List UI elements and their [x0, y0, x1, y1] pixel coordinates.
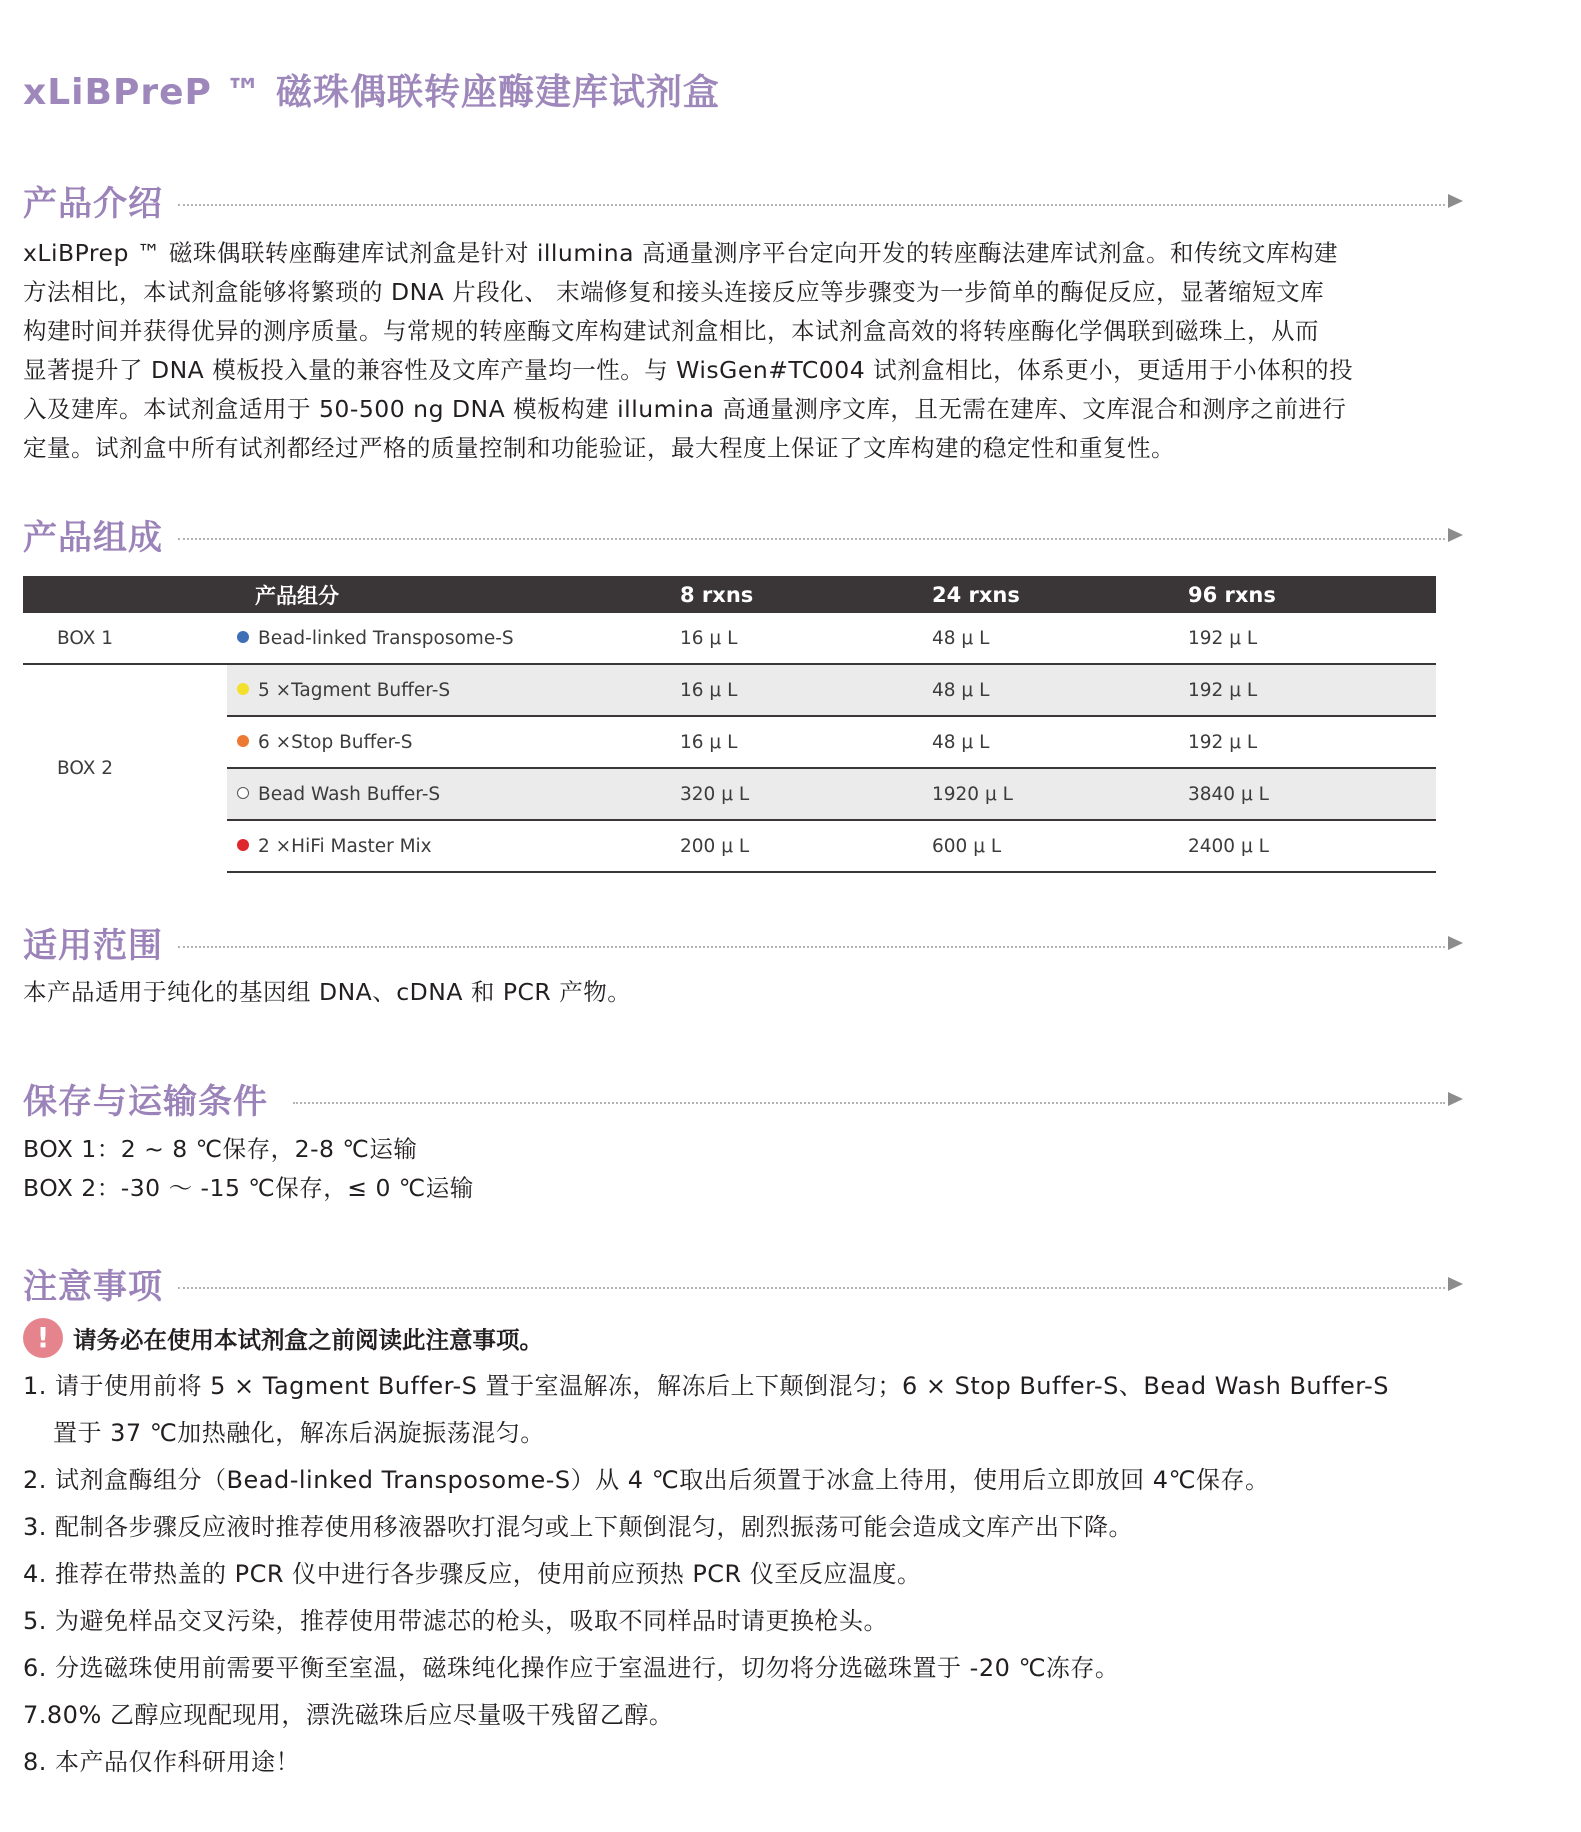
note-item: 5. 为避免样品交叉污染，推荐使用带滤芯的枪头，吸取不同样品时请更换枪头。: [23, 1607, 889, 1635]
note-item: 2. 试剂盒酶组分（Bead-linked Transposome-S）从 4 ℃取出后须置于冰盒上待用，使用后立即放回 4℃保存。: [23, 1466, 1270, 1494]
paragraph-line: 显著提升了 DNA 模板投入量的兼容性及文库产量均一性。与 WisGen#TC004 试剂盒相比，体系更小，更适用于小体积的投: [23, 356, 1354, 384]
section-title: 产品介绍: [23, 184, 163, 224]
value-8rxns: 16 μ L: [680, 664, 932, 716]
intro-paragraph: [23, 234, 1453, 468]
note-item: 4. 推荐在带热盖的 PCR 仪中进行各步骤反应，使用前应预热 PCR 仪至反应温度。: [23, 1560, 922, 1588]
scope-text: 本产品适用于纯化的基因组 DNA、cDNA 和 PCR 产物。: [23, 978, 632, 1006]
section-header-notes: [23, 1259, 1463, 1307]
table-row: [23, 716, 1436, 768]
dotted-divider: [178, 204, 1445, 206]
paragraph-line: 方法相比，本试剂盒能够将繁琐的 DNA 片段化、 末端修复和接头连接反应等步骤变为一步简单的酶促反应，显著缩短文库: [23, 278, 1325, 306]
box-label: BOX 1: [57, 627, 114, 649]
value-96rxns: 192 μ L: [1188, 664, 1436, 716]
table-row: [23, 664, 1436, 716]
dotted-divider: [178, 946, 1445, 948]
component-name: Bead Wash Buffer-S: [258, 783, 441, 805]
table-row: [23, 613, 1436, 664]
component-dot: [237, 631, 249, 643]
column-header-96rxns: 96 rxns: [1188, 582, 1276, 607]
component-dot: [237, 735, 249, 747]
component-name: 2 ×HiFi Master Mix: [258, 835, 432, 857]
note-item: 3. 配制各步骤反应液时推荐使用移液器吹打混匀或上下颠倒混匀，剧烈振荡可能会造成文库产出下降。: [23, 1513, 1134, 1541]
document-title: xLiBPreP ™ 磁珠偶联转座酶建库试剂盒: [23, 72, 720, 113]
section-header-storage: [23, 1074, 1463, 1122]
dotted-divider: [178, 1287, 1445, 1289]
composition-table: [23, 576, 1436, 873]
storage-line-box1: BOX 1：2 ~ 8 ℃保存，2-8 ℃运输: [23, 1135, 418, 1163]
section-title: 适用范围: [23, 926, 163, 966]
column-header-box: [23, 576, 227, 613]
value-24rxns: 48 μ L: [932, 716, 1188, 768]
section-title: 保存与运输条件: [23, 1082, 268, 1122]
section-title: 产品组成: [23, 518, 163, 558]
dotted-divider: [178, 538, 1445, 540]
component-name: 5 ×Tagment Buffer-S: [258, 679, 451, 701]
section-title: 注意事项: [23, 1267, 163, 1307]
paragraph-line: 构建时间并获得优异的测序质量。与常规的转座酶文库构建试剂盒相比，本试剂盒高效的将转座酶化学偶联到磁珠上，从而: [23, 317, 1319, 345]
paragraph-line: xLiBPrep ™ 磁珠偶联转座酶建库试剂盒是针对 illumina 高通量测序平台定向开发的转座酶法建库试剂盒。和传统文库构建: [23, 239, 1339, 267]
value-96rxns: 2400 μ L: [1188, 820, 1436, 872]
column-header-component: 产品组分: [255, 583, 339, 608]
paragraph-line: 入及建库。本试剂盒适用于 50-500 ng DNA 模板构建 illumina 高通量测序文库，且无需在建库、文库混合和测序之前进行: [23, 395, 1347, 423]
component-name: Bead-linked Transposome-S: [258, 627, 514, 649]
value-8rxns: 16 μ L: [680, 716, 932, 768]
value-96rxns: 3840 μ L: [1188, 768, 1436, 820]
value-8rxns: 200 μ L: [680, 820, 932, 872]
note-item: 8. 本产品仅作科研用途！: [23, 1748, 301, 1776]
component-dot: [237, 839, 249, 851]
section-header-intro: [23, 176, 1463, 224]
table-row: [23, 820, 1436, 872]
note-item: 1. 请于使用前将 5 × Tagment Buffer-S 置于室温解冻，解冻后上下颠倒混匀；6 × Stop Buffer-S、Bead Wash Buffer-S: [23, 1372, 1390, 1400]
warning-text: 请务必在使用本试剂盒之前阅读此注意事项。: [73, 1326, 543, 1354]
component-cell: [227, 820, 680, 872]
storage-conditions: [23, 1130, 474, 1208]
storage-line-box2: BOX 2：-30 ～ -15 ℃保存，≤ 0 ℃运输: [23, 1174, 474, 1202]
arrow-right-icon: [1448, 1092, 1463, 1106]
arrow-right-icon: [1448, 528, 1463, 542]
component-name: 6 ×Stop Buffer-S: [258, 731, 413, 753]
value-96rxns: 192 μ L: [1188, 716, 1436, 768]
value-24rxns: 48 μ L: [932, 664, 1188, 716]
arrow-right-icon: [1448, 936, 1463, 950]
box-label: BOX 2: [23, 664, 227, 872]
component-cell: [227, 664, 680, 716]
component-dot: [237, 787, 249, 799]
note-item: 7.80% 乙醇应现配现用，漂洗磁珠后应尽量吸干残留乙醇。: [23, 1701, 674, 1729]
value-8rxns: 320 μ L: [680, 768, 932, 820]
notes-list: [23, 1363, 1463, 1786]
component-cell: [227, 768, 680, 820]
column-header-8rxns: 8 rxns: [680, 582, 754, 607]
warning-banner: [23, 1318, 543, 1358]
component-cell: [227, 613, 680, 664]
table-row: [23, 768, 1436, 820]
value-24rxns: 48 μ L: [932, 613, 1188, 664]
arrow-right-icon: [1448, 1277, 1463, 1291]
value-8rxns: 16 μ L: [680, 613, 932, 664]
section-header-scope: [23, 918, 1463, 966]
paragraph-line: 定量。试剂盒中所有试剂都经过严格的质量控制和功能验证，最大程度上保证了文库构建的稳定性和重复性。: [23, 434, 1175, 462]
value-96rxns: 192 μ L: [1188, 613, 1436, 664]
arrow-right-icon: [1448, 194, 1463, 208]
warning-icon: !: [23, 1318, 63, 1358]
value-24rxns: 600 μ L: [932, 820, 1188, 872]
column-header-24rxns: 24 rxns: [932, 582, 1020, 607]
component-cell: [227, 716, 680, 768]
component-dot: [237, 683, 249, 695]
table-header-row: [23, 576, 1436, 613]
note-item: 6. 分选磁珠使用前需要平衡至室温，磁珠纯化操作应于室温进行，切勿将分选磁珠置于 -20 ℃冻存。: [23, 1654, 1120, 1682]
note-item-continuation: 置于 37 ℃加热融化，解冻后涡旋振荡混匀。: [53, 1419, 545, 1447]
section-header-composition: [23, 510, 1463, 558]
value-24rxns: 1920 μ L: [932, 768, 1188, 820]
dotted-divider: [293, 1102, 1445, 1104]
